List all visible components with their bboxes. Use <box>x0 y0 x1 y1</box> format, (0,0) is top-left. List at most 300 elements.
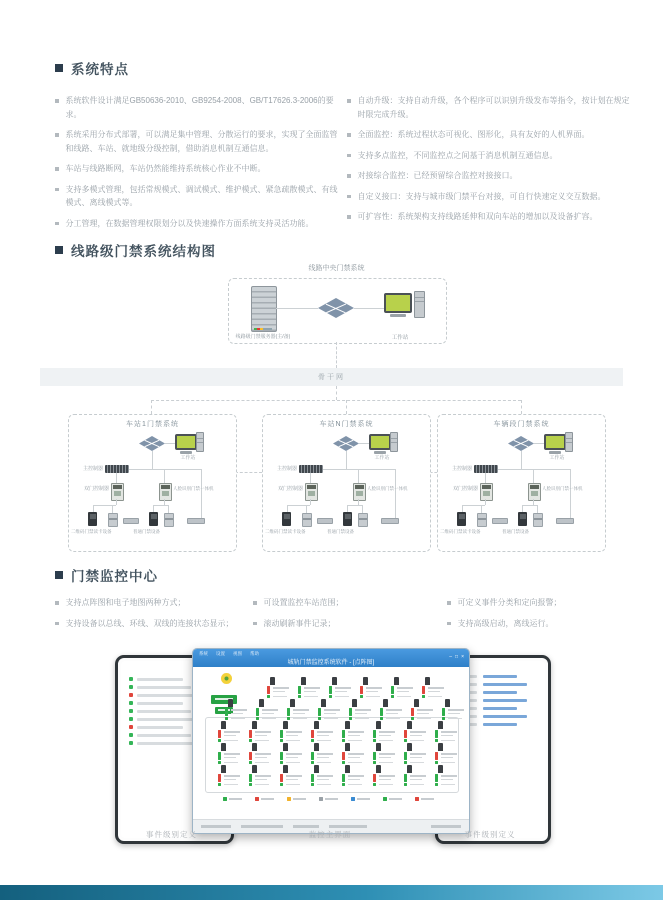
cell-text-line <box>410 757 422 759</box>
bullet-item <box>347 210 633 224</box>
cell-text-line <box>428 696 442 698</box>
door-status-cell[interactable] <box>435 743 463 763</box>
connector-line <box>359 443 369 444</box>
workstation-tower-icon <box>196 432 204 452</box>
bullet-marker <box>55 99 59 103</box>
connector-line <box>362 505 363 513</box>
door-status-cell[interactable] <box>342 721 370 741</box>
cell-text-line <box>355 709 371 711</box>
cell-text-line <box>255 757 267 759</box>
tablet-row-marker <box>129 725 133 729</box>
tablet-row-bar <box>137 710 191 713</box>
face-terminal-label: 人脸识别门禁一体机 <box>173 486 214 491</box>
legend-color-square <box>223 797 227 801</box>
connector-line <box>201 469 202 518</box>
window-title: 城轨门禁监控系统软件 - [点阵图] <box>287 660 375 666</box>
cell-text-line <box>441 731 457 733</box>
door-icon <box>332 677 337 685</box>
workstation-monitor-icon <box>544 434 566 450</box>
network-switch-icon <box>508 436 534 451</box>
bullet-marker <box>253 601 257 605</box>
connector-line <box>533 469 534 483</box>
card-reader-icon <box>282 512 291 526</box>
bullet-marker <box>55 188 59 192</box>
tablet-row-marker <box>129 677 133 681</box>
cell-text-line <box>224 731 240 733</box>
cell-text-line <box>379 757 391 759</box>
connector-line <box>153 505 168 506</box>
bullet-text: 可设置监控车站范围； <box>263 598 344 607</box>
door-icon <box>425 677 430 685</box>
status-bar <box>225 708 228 716</box>
station-title: 车站1门禁系统 <box>126 421 179 428</box>
door-icon <box>407 721 412 729</box>
station-box <box>262 414 431 552</box>
cell-text-line <box>255 775 271 777</box>
door-status-cell[interactable] <box>380 699 408 719</box>
cell-text-line <box>286 775 302 777</box>
bullet-text: 滚动刷新事件记录； <box>263 618 336 628</box>
door-icon <box>376 721 381 729</box>
status-bar <box>218 752 221 760</box>
cell-text-line <box>286 731 302 733</box>
cell-text-line <box>224 762 238 764</box>
cell-text-line <box>410 740 424 742</box>
cell-text-line <box>304 687 320 689</box>
cell-text-line <box>441 779 453 781</box>
branch-drop-line <box>151 400 152 414</box>
toolbar-flower-icon[interactable] <box>221 673 232 684</box>
bullet-marker <box>447 622 451 626</box>
door-status-cell[interactable] <box>373 721 401 741</box>
tablet-row-bar <box>137 702 183 705</box>
bullet-item <box>55 617 255 631</box>
status-bar <box>404 730 407 738</box>
door-status-cell[interactable] <box>404 743 432 763</box>
cell-text-line <box>441 753 457 755</box>
monitor-bullets-col2 <box>253 596 418 637</box>
statusbar-text <box>201 825 231 828</box>
door-status-cell[interactable] <box>249 765 277 785</box>
main-controller-icon <box>299 465 323 473</box>
workstation-label: 工作站 <box>391 335 409 341</box>
cell-text-line <box>286 779 298 781</box>
cell-text-line <box>286 735 298 737</box>
tablet-row-marker <box>129 717 133 721</box>
menu-item[interactable]: 设置 <box>216 650 225 656</box>
door-status-cell[interactable] <box>218 743 246 763</box>
door-icon <box>252 765 257 773</box>
door-status-cell[interactable] <box>342 743 370 763</box>
cell-text-line <box>273 696 287 698</box>
cell-text-line <box>348 740 362 742</box>
door-controller-icon <box>353 483 366 501</box>
door-icon <box>438 765 443 773</box>
main-controller-icon <box>474 465 498 473</box>
status-chip <box>280 783 283 786</box>
network-switch-icon <box>139 436 165 451</box>
door-status-cell[interactable] <box>311 743 339 763</box>
door-icon <box>394 677 399 685</box>
card-reader-icon <box>343 512 352 526</box>
main-controller-label: 主控制器 <box>276 466 297 472</box>
door-status-cell[interactable] <box>218 721 246 741</box>
cell-text-line <box>262 718 276 720</box>
cell-text-line <box>441 740 455 742</box>
menu-item[interactable]: 系统 <box>199 650 208 656</box>
cell-text-line <box>317 784 331 786</box>
branch-drop-line <box>346 400 347 414</box>
connector-line <box>287 505 288 512</box>
door-icon <box>345 721 350 729</box>
bullet-item <box>447 617 633 631</box>
door-status-cell[interactable] <box>267 677 295 697</box>
door-icon <box>376 743 381 751</box>
magnetic-strip-icon <box>317 518 333 524</box>
connector-line <box>276 308 318 309</box>
door-status-cell[interactable] <box>404 721 432 741</box>
door-status-cell[interactable] <box>280 765 308 785</box>
legend-item <box>223 797 242 801</box>
status-bar <box>342 752 345 760</box>
network-switch-icon <box>333 436 359 451</box>
tablet-row-bar <box>137 718 199 721</box>
cell-text-line <box>417 718 431 720</box>
status-bar <box>342 730 345 738</box>
cell-text-line <box>348 762 362 764</box>
cell-text-line <box>386 709 402 711</box>
legend-text-bar <box>389 798 402 800</box>
main-controller-label: 主控制器 <box>451 466 472 472</box>
title-square-marker <box>55 571 63 579</box>
cell-text-line <box>324 709 340 711</box>
door-status-cell[interactable] <box>342 765 370 785</box>
legend-item <box>415 797 434 801</box>
cell-text-line <box>379 762 393 764</box>
menu-bar <box>199 651 259 657</box>
cell-text-line <box>366 696 380 698</box>
connector-line <box>354 308 384 309</box>
station-title: 车辆段门禁系统 <box>493 421 550 428</box>
qr-device-label: 二维码门禁读卡设备 <box>265 529 306 534</box>
connector-line <box>462 505 463 512</box>
door-status-cell[interactable] <box>329 677 357 697</box>
door-status-cell[interactable] <box>373 743 401 763</box>
cell-text-line <box>317 753 333 755</box>
door-controller-icon <box>305 483 318 501</box>
bullet-text: 可定义事件分类和定向报警； <box>457 598 562 607</box>
menu-item[interactable]: 帮助 <box>250 650 259 656</box>
cell-text-line <box>379 735 391 737</box>
connector-line <box>117 469 201 470</box>
connector-line <box>347 505 362 506</box>
monitor-bullets-col1 <box>55 596 255 637</box>
door-controller-label: 双门控制器 <box>452 486 478 492</box>
status-bar <box>287 708 290 716</box>
bullet-marker <box>347 133 351 137</box>
bullet-item <box>55 183 338 210</box>
door-icon <box>290 699 295 707</box>
door-icon <box>270 677 275 685</box>
cell-text-line <box>293 709 309 711</box>
cell-text-line <box>428 687 444 689</box>
cell-text-line <box>441 775 457 777</box>
magnetic-strip-icon <box>381 518 399 524</box>
connector-line <box>537 505 538 513</box>
door-icon <box>314 743 319 751</box>
door-icon <box>221 721 226 729</box>
cell-text-line <box>293 713 305 715</box>
connector-line <box>486 469 570 470</box>
status-bar <box>373 752 376 760</box>
minimize-icon[interactable]: – <box>449 654 453 660</box>
door-icon <box>445 699 450 707</box>
cell-text-line <box>231 713 243 715</box>
door-icon <box>283 721 288 729</box>
status-chip <box>342 783 345 786</box>
maximize-icon[interactable]: □ <box>455 654 459 660</box>
status-bar <box>342 774 345 782</box>
connector-line <box>395 469 396 518</box>
legend-item <box>255 797 274 801</box>
door-icon <box>363 677 368 685</box>
branch-drop-line <box>521 400 522 414</box>
door-icon <box>252 721 257 729</box>
status-bar <box>373 774 376 782</box>
cell-text-line <box>348 731 364 733</box>
door-status-cell[interactable] <box>249 743 277 763</box>
status-chip <box>267 695 270 698</box>
door-status-cell[interactable] <box>280 743 308 763</box>
door-status-cell[interactable] <box>373 765 401 785</box>
legend-item <box>287 797 306 801</box>
status-bar <box>442 708 445 716</box>
status-bar <box>404 774 407 782</box>
cell-text-line <box>224 775 240 777</box>
door-status-cell[interactable] <box>435 765 463 785</box>
door-status-cell[interactable] <box>311 765 339 785</box>
bullet-text: 车站与线路断网，车站仍然能维持系统核心作业不中断。 <box>65 164 266 173</box>
cell-text-line <box>224 779 236 781</box>
cell-text-line <box>317 775 333 777</box>
bullet-text: 支持多模式管理，包括常规模式、调试模式、维护模式、紧急疏散模式、有线模式、离线模式等。 <box>65 184 338 207</box>
door-status-cell[interactable] <box>256 699 284 719</box>
cell-text-line <box>448 718 462 720</box>
cell-text-line <box>348 775 364 777</box>
tablet-row-bar <box>483 691 517 694</box>
bullet-marker <box>347 195 351 199</box>
monitor-bullets-col3 <box>447 596 633 637</box>
monitor-stand <box>390 314 405 317</box>
cell-text-line <box>255 762 269 764</box>
section-title-text: 系统特点 <box>71 62 129 77</box>
connector-line <box>485 499 486 505</box>
bullet-marker <box>55 222 59 226</box>
bullet-item <box>347 128 633 142</box>
tablet-row-marker <box>129 733 133 737</box>
status-bar <box>311 730 314 738</box>
status-bar <box>249 774 252 782</box>
connector-line <box>570 469 571 518</box>
door-status-cell[interactable] <box>225 699 253 719</box>
tablet-row-bar <box>483 715 527 718</box>
door-lock-icon <box>358 513 368 527</box>
close-icon[interactable]: × <box>461 654 464 660</box>
door-lock-icon <box>164 513 174 527</box>
status-bar <box>256 708 259 716</box>
bullet-item <box>253 617 418 631</box>
standard-device-label: 普通门禁设备 <box>502 529 529 534</box>
bullet-text: 系统软件设计满足GB50636-2010、GB9254-2008、GB/T17626.3-2006的要求。 <box>65 96 334 119</box>
cell-text-line <box>317 762 331 764</box>
cell-text-line <box>224 757 236 759</box>
door-status-cell[interactable] <box>249 721 277 741</box>
connector-line <box>310 473 311 483</box>
door-status-cell[interactable] <box>411 699 439 719</box>
cell-text-line <box>386 718 400 720</box>
status-chip <box>373 783 376 786</box>
bullet-item <box>55 94 338 121</box>
connector-line <box>521 451 522 469</box>
cell-text-line <box>348 735 360 737</box>
door-icon <box>314 721 319 729</box>
door-icon <box>414 699 419 707</box>
cell-text-line <box>397 691 409 693</box>
bullet-marker <box>447 601 451 605</box>
door-status-cell[interactable] <box>311 721 339 741</box>
status-chip <box>391 695 394 698</box>
title-square-marker <box>55 64 63 72</box>
statusbar-text <box>431 825 461 828</box>
legend-text-bar <box>229 798 242 800</box>
door-status-cell[interactable] <box>360 677 388 697</box>
door-icon <box>438 721 443 729</box>
status-chip <box>329 695 332 698</box>
door-lock-icon <box>302 513 312 527</box>
door-status-cell[interactable] <box>391 677 419 697</box>
caption-center: 监控主界面 <box>308 830 352 839</box>
statusbar-text <box>293 825 319 828</box>
standard-device-label: 普通门禁设备 <box>327 529 354 534</box>
door-status-cell[interactable] <box>298 677 326 697</box>
cell-text-line <box>397 696 411 698</box>
tablet-row-bar <box>137 686 191 689</box>
main-controller-icon <box>105 465 129 473</box>
tablet-row-bar <box>483 675 517 678</box>
workstation-monitor-icon <box>384 293 412 313</box>
bullet-text: 可扩容性：系统架构支持线路延伸和双向车站的增加以及设备扩容。 <box>357 212 598 221</box>
card-reader-icon <box>88 512 97 526</box>
window-controls[interactable] <box>449 655 464 660</box>
cell-text-line <box>366 687 382 689</box>
connector-line <box>116 473 117 483</box>
cell-text-line <box>410 731 426 733</box>
bullet-marker <box>55 133 59 137</box>
door-icon <box>301 677 306 685</box>
inter-station-line <box>430 472 437 473</box>
status-bar <box>373 730 376 738</box>
bullet-item <box>253 596 418 610</box>
features-left-column <box>55 94 338 237</box>
bullet-marker <box>55 601 59 605</box>
cell-text-line <box>441 784 455 786</box>
door-lock-icon <box>477 513 487 527</box>
status-bar <box>360 686 363 694</box>
cell-text-line <box>304 691 316 693</box>
door-controller-icon <box>159 483 172 501</box>
statusbar-text <box>241 825 283 828</box>
door-icon <box>407 743 412 751</box>
features-right-column <box>347 94 633 231</box>
bullet-text: 对接综合监控：已经预留综合监控对接接口。 <box>357 171 518 180</box>
door-status-cell[interactable] <box>318 699 346 719</box>
main-controller-label: 主控制器 <box>82 466 103 472</box>
backbone-link-line <box>336 386 337 400</box>
tablet-row-bar <box>137 726 183 729</box>
cell-text-line <box>397 687 413 689</box>
status-chip <box>218 783 221 786</box>
door-status-cell[interactable] <box>218 765 246 785</box>
card-reader-icon <box>149 512 158 526</box>
connector-line <box>485 473 486 483</box>
door-icon <box>383 699 388 707</box>
door-status-cell[interactable] <box>422 677 450 697</box>
door-status-cell[interactable] <box>435 721 463 741</box>
connector-line <box>347 505 348 512</box>
station-box <box>437 414 606 552</box>
status-chip <box>422 695 425 698</box>
status-chip <box>287 717 290 720</box>
door-icon <box>283 765 288 773</box>
door-icon <box>221 765 226 773</box>
door-icon <box>314 765 319 773</box>
caption-left: 事件级别定义 <box>146 830 197 839</box>
cell-text-line <box>286 753 302 755</box>
door-icon <box>321 699 326 707</box>
connector-line <box>112 505 113 513</box>
magnetic-strip-icon <box>492 518 508 524</box>
door-status-cell[interactable] <box>442 699 470 719</box>
bullet-item <box>347 149 633 163</box>
bullet-text: 自定义接口：支持与城市级门禁平台对接，可自行快速定义交互数据。 <box>357 191 606 201</box>
cell-text-line <box>324 713 336 715</box>
tablet-row-bar <box>137 734 191 737</box>
connector-line <box>481 505 482 513</box>
cell-text-line <box>428 691 440 693</box>
status-bar <box>311 774 314 782</box>
status-chip <box>360 695 363 698</box>
cell-text-line <box>379 753 395 755</box>
connector-line <box>311 469 395 470</box>
cell-text-line <box>348 779 360 781</box>
door-status-cell[interactable] <box>287 699 315 719</box>
backbone-link-line <box>336 342 337 368</box>
cell-text-line <box>355 718 369 720</box>
menu-item[interactable]: 视图 <box>233 650 242 656</box>
door-status-cell[interactable] <box>280 721 308 741</box>
door-status-cell[interactable] <box>349 699 377 719</box>
cell-text-line <box>441 757 453 759</box>
status-chip <box>256 717 259 720</box>
bullet-text: 自动升级：支持自动升级，各个程序可以识别升级发布等指令，按计划在规定时限完成升级。 <box>357 96 630 119</box>
cell-text-line <box>273 691 285 693</box>
status-bar <box>249 730 252 738</box>
bullet-item <box>447 596 633 610</box>
bullet-marker <box>55 622 59 626</box>
cell-text-line <box>317 731 333 733</box>
cell-text-line <box>348 757 360 759</box>
door-status-cell[interactable] <box>404 765 432 785</box>
